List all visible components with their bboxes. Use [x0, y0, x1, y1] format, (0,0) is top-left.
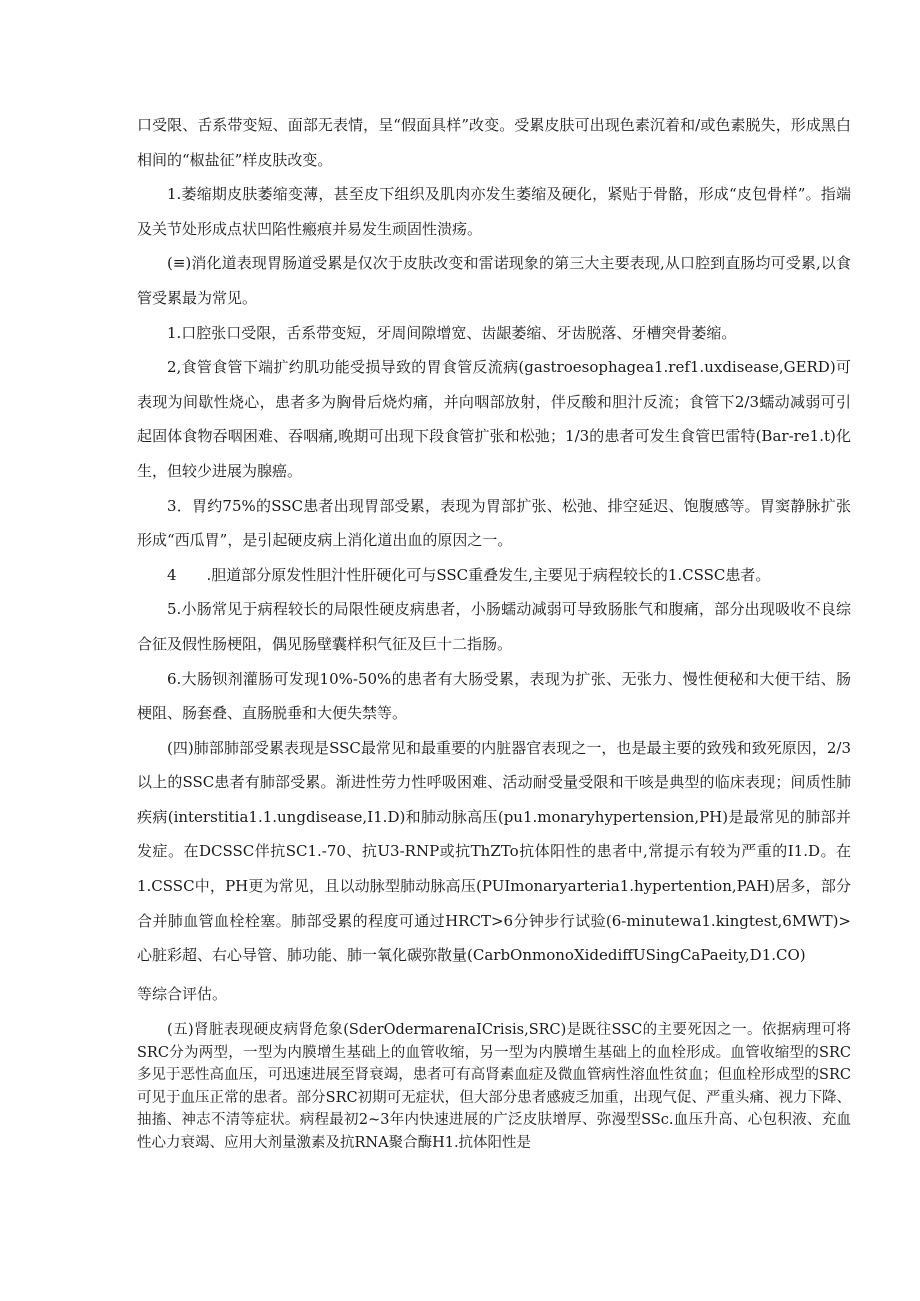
- main-text: [137, 108, 851, 1011]
- paragraph-skin-mask-face: 口受限、舌系带变短、面部无表情，呈“假面具样”改变。受累皮肤可出现色素沉着和/或色素脱失，形成黑白相间的“椒盐征”样皮肤改变。: [137, 116, 851, 169]
- paragraph-comprehensive-evaluation: 等综合评估。: [137, 984, 228, 1003]
- paragraph-stomach: 3．胃约75%的SSC患者出现胃部受累，表现为胃部扩张、松弛、排空延迟、饱腹感等。胃窦静脉扩张形成“西瓜胃”，是引起硬皮病上消化道出血的原因之一。: [137, 496, 851, 550]
- paragraph-biliary: 4 .胆道部分原发性胆汁性肝硬化可与SSC重叠发生,主要见于病程较长的1.CSSC患者。: [167, 565, 771, 584]
- small-text-block: [137, 1019, 851, 1154]
- paragraph-kidney: (五)肾脏表现硬皮病肾危象(SderOdermarenaICrisis,SRC)是既往SSC的主要死因之一。依据病理可将SRC分为两型，一型为内膜增生基础上的血管收缩，另一型为内膜增生基础上的血栓形成。血管收缩型的SRC多见于恶性高血压，可迅速进展至肾衰竭，患者可有高肾素血症及微血管病性溶血性贫血；但血栓形成型的SRC可见于血压正常的患者。部分SRC初期可无症状，但大部分患者感疲乏加重，出现气促、严重头痛、视力下降、抽搐、神志不清等症状。病程最初2~3年内快速进展的广泛皮肤增厚、弥漫型SSc.血压升高、心包积液、充血性心力衰竭、应用大剂量激素及抗RNA聚合酶H1.抗体阳性是: [137, 1022, 851, 1151]
- paragraph-small-intestine: 5.小肠常见于病程较长的局限性硬皮病患者，小肠蠕动减弱可导致肠胀气和腹痛，部分出现吸收不良综合征及假性肠梗阻，偶见肠壁囊样积气征及巨十二指肠。: [137, 600, 851, 653]
- paragraph-large-intestine: 6.大肠钡剂灌肠可发现10%-50%的患者有大肠受累，表现为扩张、无张力、慢性便秘和大便干结、肠梗阻、肠套叠、直肠脱垂和大便失禁等。: [137, 669, 851, 723]
- paragraph-oral-cavity: 1.口腔张口受限，舌系带变短，牙周间隙增宽、齿龈萎缩、牙齿脱落、牙槽突骨萎缩。: [167, 323, 737, 342]
- paragraph-lung: (四)肺部肺部受累表现是SSC最常见和最重要的内脏器官表现之一，也是最主要的致残和致死原因，2/3以上的SSC患者有肺部受累。渐进性劳力性呼吸困难、活动耐受量受限和干咳是典型的临床表现；间质性肺疾病(interstitia1.1.ungdisease,I1.D)和肺动脉高压(pu1.monaryhypertension,PH)是最常见的肺部并发症。在DCSSC伴抗SC1.-70、抗U3-RNP或抗ThZTo抗体阳性的患者中,常提示有较为严重的I1.D。在1.CSSC中，PH更为常见，且以动脉型肺动脉高压(PUImonaryarteria1.hypertention,PAH)居多，部分合并肺血管血栓栓塞。肺部受累的程度可通过HRCT>6分钟步行试验(6-minutewa1.kingtest,6MWT)>心脏彩超、右心导管、肺功能、肺一氧化碳弥散量(CarbOnmonoXidediffUSingCaPaeity,D1.CO): [137, 738, 851, 965]
- paragraph-atrophy-stage: 1.萎缩期皮肤萎缩变薄，甚至皮下组织及肌肉亦发生萎缩及硬化，紧贴于骨骼，形成“皮包骨样”。指端及关节处形成点状凹陷性瘢痕并易发生顽固性溃疡。: [137, 185, 851, 238]
- document-page: [137, 108, 851, 1154]
- paragraph-esophagus: 2,食管食管下端扩约肌功能受损导致的胃食管反流病(gastroesophagea1.ref1.uxdisease,GERD)可表现为间歇性烧心，患者多为胸骨后烧灼痛，并向咽部放射，伴反酸和胆汁反流；食管下2/3蠕动减弱可引起固体食物吞咽困难、吞咽痛,晚期可出现下段食管扩张和松弛；1/3的患者可发生食管巴雷特(Bar-re1.t)化生，但较少进展为腺癌。: [137, 358, 851, 480]
- paragraph-digestive-tract: (≡)消化道表现胃肠道受累是仅次于皮肤改变和雷诺现象的第三大主要表现,从口腔到直肠均可受累,以食管受累最为常见。: [137, 254, 851, 307]
